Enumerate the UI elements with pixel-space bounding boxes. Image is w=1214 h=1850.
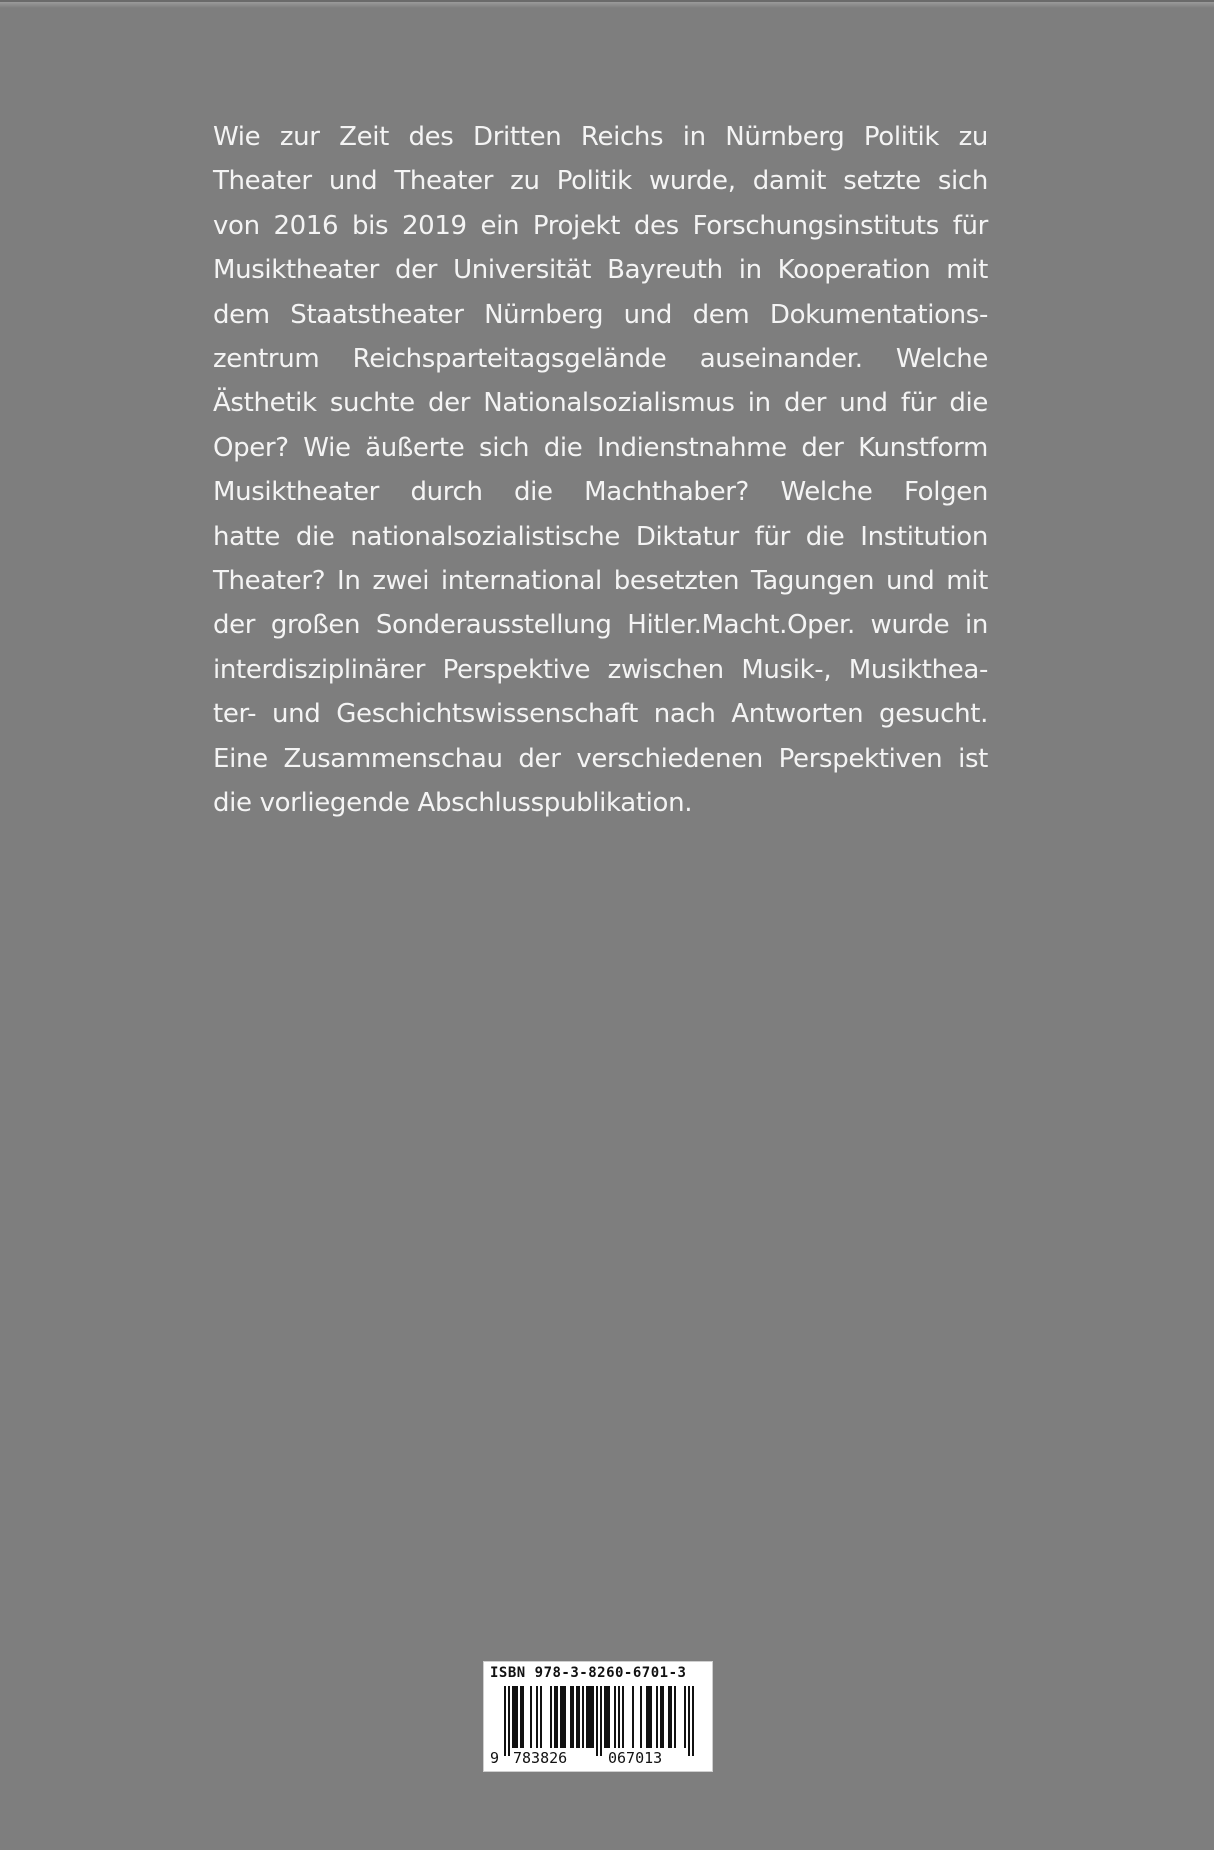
barcode-guard-bar <box>692 1686 694 1756</box>
barcode-bar <box>662 1686 664 1748</box>
blurb-line: Musiktheater der Universität Bayreuth in Kooperation mit <box>213 255 988 286</box>
barcode-bar <box>622 1686 624 1748</box>
barcode-bar <box>582 1686 584 1748</box>
blurb-line: Wie zur Zeit des Dritten Reichs in Nürnberg Politik zu <box>213 122 988 152</box>
blurb-line: Theater? In zwei international besetzten Tagungen und mit <box>213 566 988 597</box>
barcode-bar <box>670 1686 672 1748</box>
barcode-bar <box>640 1686 642 1748</box>
barcode-bar <box>588 1686 590 1748</box>
barcode-bar <box>660 1686 662 1748</box>
barcode-right-digits: 067013 <box>608 1749 663 1767</box>
blurb-line: Oper? Wie äußerte sich die Indienstnahme der Kunstform <box>213 432 988 463</box>
barcode-bar <box>656 1686 658 1748</box>
isbn-barcode <box>483 1661 713 1772</box>
barcode-bar <box>550 1686 552 1748</box>
blurb-line: dem Staatstheater Nürnberg und dem Dokumentations- <box>213 299 988 330</box>
barcode-guard-bar <box>600 1686 602 1756</box>
blurb-line: von 2016 bis 2019 ein Projekt des Forschungsinstituts für <box>213 210 988 241</box>
blurb-line: Ästhetik suchte der Nationalsozialismus in der und für die <box>213 388 988 419</box>
blurb-line: die vorliegende Abschlusspublikation. <box>213 788 693 819</box>
barcode-bars-group <box>504 1686 694 1756</box>
cover-top-edge <box>0 0 1214 8</box>
blurb-line: interdisziplinärer Perspektive zwischen Musik-, Musikthea- <box>213 654 988 685</box>
blurb-line: zentrum Reichsparteitagsgelände auseinander. Welche <box>213 344 988 375</box>
barcode-bar <box>516 1686 518 1748</box>
barcode-bar <box>618 1686 620 1748</box>
barcode-bar <box>540 1686 542 1748</box>
barcode-bar <box>536 1686 538 1748</box>
barcode-bar <box>512 1686 514 1748</box>
barcode-bar <box>564 1686 566 1748</box>
barcode-bar <box>562 1686 564 1748</box>
barcode-bar <box>572 1686 574 1748</box>
barcode-bar <box>646 1686 648 1748</box>
barcode-guard-bar <box>508 1686 510 1756</box>
barcode-bar <box>520 1686 522 1748</box>
barcode-bar <box>648 1686 650 1748</box>
barcode-bar <box>590 1686 592 1748</box>
barcode-bar <box>522 1686 524 1748</box>
barcode-bar <box>560 1686 562 1748</box>
barcode-bar <box>684 1686 686 1748</box>
blurb-line: Theater und Theater zu Politik wurde, damit setzte sich <box>213 166 988 197</box>
blurb-line: Musiktheater durch die Machthaber? Welche Folgen <box>213 477 988 508</box>
blurb-line: der großen Sonderausstellung Hitler.Macht.Oper. wurde in <box>213 610 988 641</box>
barcode-guard-bar <box>504 1686 506 1756</box>
barcode-bar <box>592 1686 594 1748</box>
barcode-guard-bar <box>688 1686 690 1756</box>
isbn-label: ISBN 978-3-8260-6701-3 <box>490 1665 687 1681</box>
barcode-bar <box>576 1686 578 1748</box>
barcode-guard-bar <box>596 1686 598 1756</box>
barcode-bar <box>578 1686 580 1748</box>
barcode-left-digits: 783826 <box>513 1749 568 1767</box>
barcode-bar <box>614 1686 616 1748</box>
barcode-bars <box>484 1684 712 1768</box>
blurb-line: Eine Zusammenschau der verschiedenen Perspektiven ist <box>213 743 988 774</box>
barcode-bar <box>514 1686 516 1748</box>
barcode-bar <box>554 1686 556 1748</box>
barcode-bar <box>530 1686 532 1748</box>
barcode-bar <box>668 1686 670 1748</box>
barcode-bar <box>556 1686 558 1748</box>
barcode-bar <box>570 1686 572 1748</box>
barcode-bar <box>604 1686 606 1748</box>
barcode-first-digit: 9 <box>490 1749 500 1767</box>
barcode-bar <box>674 1686 676 1748</box>
blurb-line: hatte die nationalsozialistische Diktatur für die Institution <box>213 521 988 552</box>
barcode-bar <box>606 1686 608 1748</box>
blurb-text <box>213 115 988 826</box>
barcode-bar <box>650 1686 652 1748</box>
barcode-bar <box>632 1686 634 1748</box>
barcode-bar <box>586 1686 588 1748</box>
blurb-line: ter- und Geschichtswissenschaft nach Antworten gesucht. <box>213 699 988 730</box>
barcode-bar <box>608 1686 610 1748</box>
